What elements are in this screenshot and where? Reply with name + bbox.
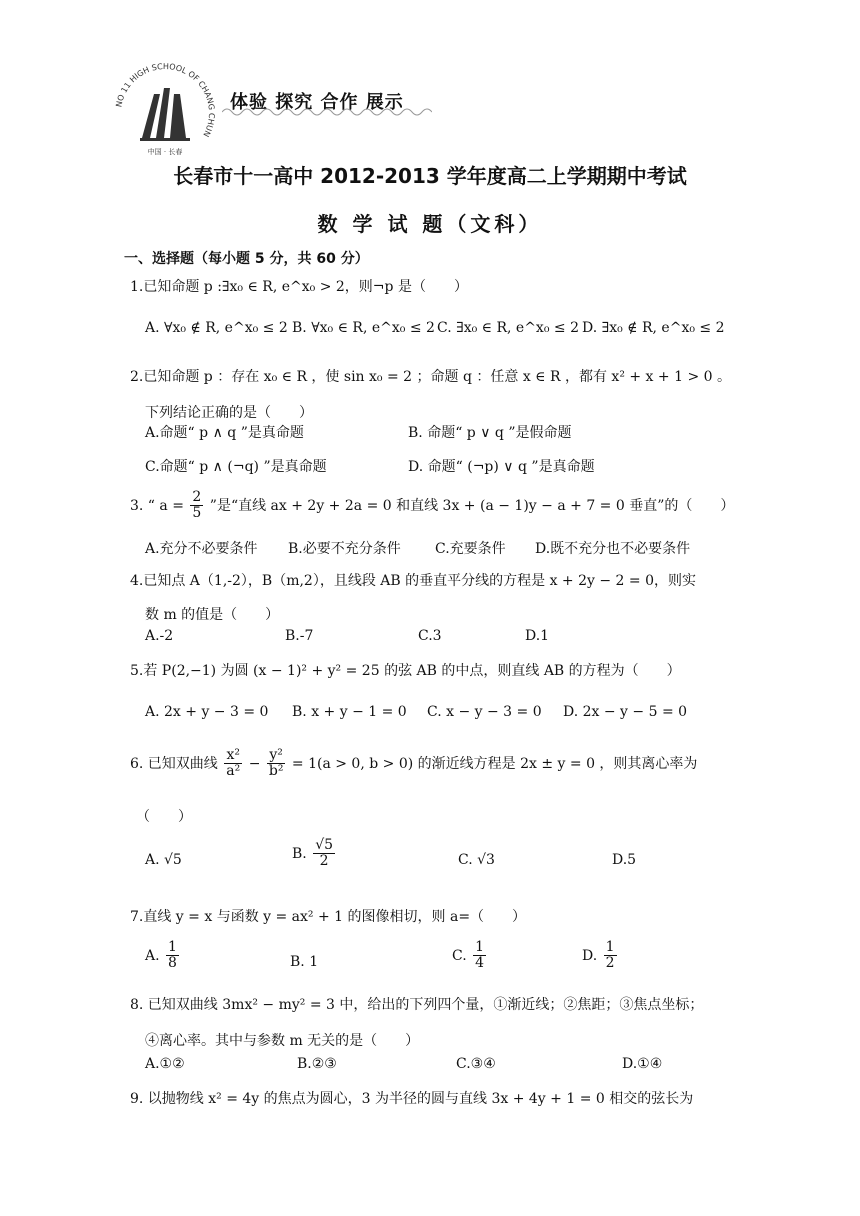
- q8-option-c: C.③④: [456, 1056, 496, 1072]
- q2-option-b: B. 命题“ p ∨ q ”是假命题: [408, 425, 572, 441]
- q6-option-d: D.5: [612, 852, 637, 868]
- question-7-stem: 7.直线 y = x 与函数 y = ax² + 1 的图像相切，则 a=（ ）: [130, 909, 527, 925]
- question-6-stem: [130, 748, 697, 780]
- q3-fraction-denominator: 5: [192, 505, 202, 522]
- q4-option-a: A.-2: [145, 628, 174, 644]
- question-3-stem: [130, 490, 734, 522]
- q6-fraction-x: [224, 748, 242, 780]
- q8-option-d: D.①④: [622, 1056, 663, 1072]
- q4-option-d: D.1: [525, 628, 550, 644]
- q6-fraction-x-denominator: a²: [226, 763, 241, 780]
- q1-option-b: B. ∀x₀ ∈ R, e^x₀ ≤ 2: [292, 320, 435, 336]
- q7-option-a-fraction: [166, 940, 179, 972]
- q3-fraction-numerator: 2: [192, 489, 202, 505]
- q7-option-c-fraction: [473, 940, 486, 972]
- q4-option-c: C.3: [418, 628, 442, 644]
- q8-option-a: A.①②: [145, 1056, 185, 1072]
- q5-option-b: B. x + y − 1 = 0: [292, 704, 407, 720]
- q6-option-c: C. √3: [458, 852, 495, 868]
- q3-option-a: A.充分不必要条件: [145, 541, 258, 557]
- q1-option-d: D. ∃x₀ ∉ R, e^x₀ ≤ 2: [582, 320, 725, 336]
- q6-fraction-x-numerator: x²: [224, 748, 242, 764]
- q3-prefix: 3. “ a =: [130, 497, 184, 514]
- q2-option-a: A.命题“ p ∧ q ”是真命题: [145, 425, 304, 441]
- q6-option-b-fraction: [313, 838, 335, 870]
- q5-option-a: A. 2x + y − 3 = 0: [145, 704, 269, 720]
- q3-option-d: D.既不充分也不必要条件: [535, 541, 691, 557]
- q7-option-c-numerator: 1: [475, 939, 485, 955]
- q7-option-a-denominator: 8: [168, 955, 177, 972]
- q7-option-d-numerator: 1: [605, 939, 615, 955]
- q7-option-d: [582, 940, 619, 972]
- question-8-stem: 8. 已知双曲线 3mx² − my² = 3 中，给出的下列四个量，①渐近线；②焦距；③焦点坐标；: [130, 997, 704, 1013]
- q6-prefix: 6. 已知双曲线: [130, 755, 218, 772]
- q7-option-c-label: C.: [452, 947, 467, 964]
- section-heading: 一、选择题（每小题 5 分，共 60 分）: [124, 251, 369, 267]
- exam-subtitle: 数 学 试 题（文科）: [317, 212, 543, 236]
- q7-option-b: B. 1: [290, 954, 319, 970]
- q7-option-c-denominator: 4: [475, 955, 485, 972]
- question-6-answer-paren: （ ）: [136, 809, 192, 825]
- school-logo: [110, 58, 220, 168]
- question-8-stem-line2: ④离心率。其中与参数 m 无关的是（ ）: [145, 1033, 420, 1049]
- q2-option-c: C.命题“ p ∧ (¬q) ”是真命题: [145, 459, 327, 475]
- q6-fraction-y-denominator: b²: [268, 763, 284, 780]
- logo-bottom-text: 中国 · 长春: [147, 148, 183, 156]
- school-motto: 体验 探究 合作 展示: [230, 92, 404, 113]
- question-2-stem-line2: 下列结论正确的是（ ）: [145, 405, 313, 421]
- q6-option-b: [292, 838, 337, 870]
- q7-option-c: [452, 940, 488, 972]
- q3-option-b: B.必要不充分条件: [288, 541, 401, 557]
- q7-option-a: [145, 940, 181, 972]
- q5-option-c: C. x − y − 3 = 0: [427, 704, 542, 720]
- q6-option-b-denominator: 2: [319, 853, 329, 870]
- q7-option-d-fraction: [604, 940, 617, 972]
- q3-suffix: ”是“直线 ax + 2y + 2a = 0 和直线 3x + (a − 1)y − a + 7 = 0 垂直”的（ ）: [209, 497, 735, 514]
- q6-fraction-y-numerator: y²: [267, 748, 286, 764]
- q6-suffix: = 1(a > 0, b > 0) 的渐近线方程是 2x ± y = 0 ，则其离心率为: [291, 755, 698, 772]
- q5-option-d: D. 2x − y − 5 = 0: [563, 704, 688, 720]
- q6-option-b-numerator: √5: [315, 837, 334, 853]
- q3-fraction: [190, 490, 203, 522]
- q6-option-b-label: B.: [292, 845, 307, 862]
- q7-option-a-label: A.: [145, 947, 160, 964]
- logo-ring-text: NO 11 HIGH SCHOOL OF CHANG CHUN: [114, 61, 217, 139]
- q1-option-a: A. ∀x₀ ∉ R, e^x₀ ≤ 2: [145, 320, 288, 336]
- question-4-stem-line2: 数 m 的值是（ ）: [145, 607, 280, 623]
- question-1-stem: 1.已知命题 p :∃x₀ ∈ R, e^x₀ > 2，则¬p 是（ ）: [130, 279, 468, 295]
- q6-fraction-y: [267, 748, 286, 780]
- q6-minus: −: [248, 755, 261, 772]
- question-4-stem: 4.已知点 A（1,-2），B（m,2），且线段 AB 的垂直平分线的方程是 x + 2y − 2 = 0，则实: [130, 573, 697, 589]
- question-5-stem: 5.若 P(2,−1) 为圆 (x − 1)² + y² = 25 的弦 AB 的中点，则直线 AB 的方程为（ ）: [130, 663, 681, 679]
- question-2-stem: 2.已知命题 p ：存在 x₀ ∈ R ，使 sin x₀ = 2 ；命题 q ：任意 x ∈ R ，都有 x² + x + 1 > 0 。: [130, 369, 731, 385]
- q8-option-b: B.②③: [297, 1056, 337, 1072]
- exam-title: 长春市十一高中 2012-2013 学年度高二上学期期中考试: [173, 164, 687, 188]
- q7-option-d-label: D.: [582, 947, 598, 964]
- q1-option-c: C. ∃x₀ ∈ R, e^x₀ ≤ 2: [437, 320, 579, 336]
- q4-option-b: B.-7: [285, 628, 314, 644]
- q2-option-d: D. 命题“ (¬p) ∨ q ”是真命题: [408, 459, 595, 475]
- q7-option-a-numerator: 1: [168, 939, 177, 955]
- decorative-wave: [222, 106, 432, 118]
- q3-option-c: C.充要条件: [435, 541, 506, 557]
- q7-option-d-denominator: 2: [605, 955, 615, 972]
- question-9-stem: 9. 以抛物线 x² = 4y 的焦点为圆心，3 为半径的圆与直线 3x + 4y + 1 = 0 相交的弦长为: [130, 1091, 694, 1107]
- q6-option-a: A. √5: [145, 852, 182, 868]
